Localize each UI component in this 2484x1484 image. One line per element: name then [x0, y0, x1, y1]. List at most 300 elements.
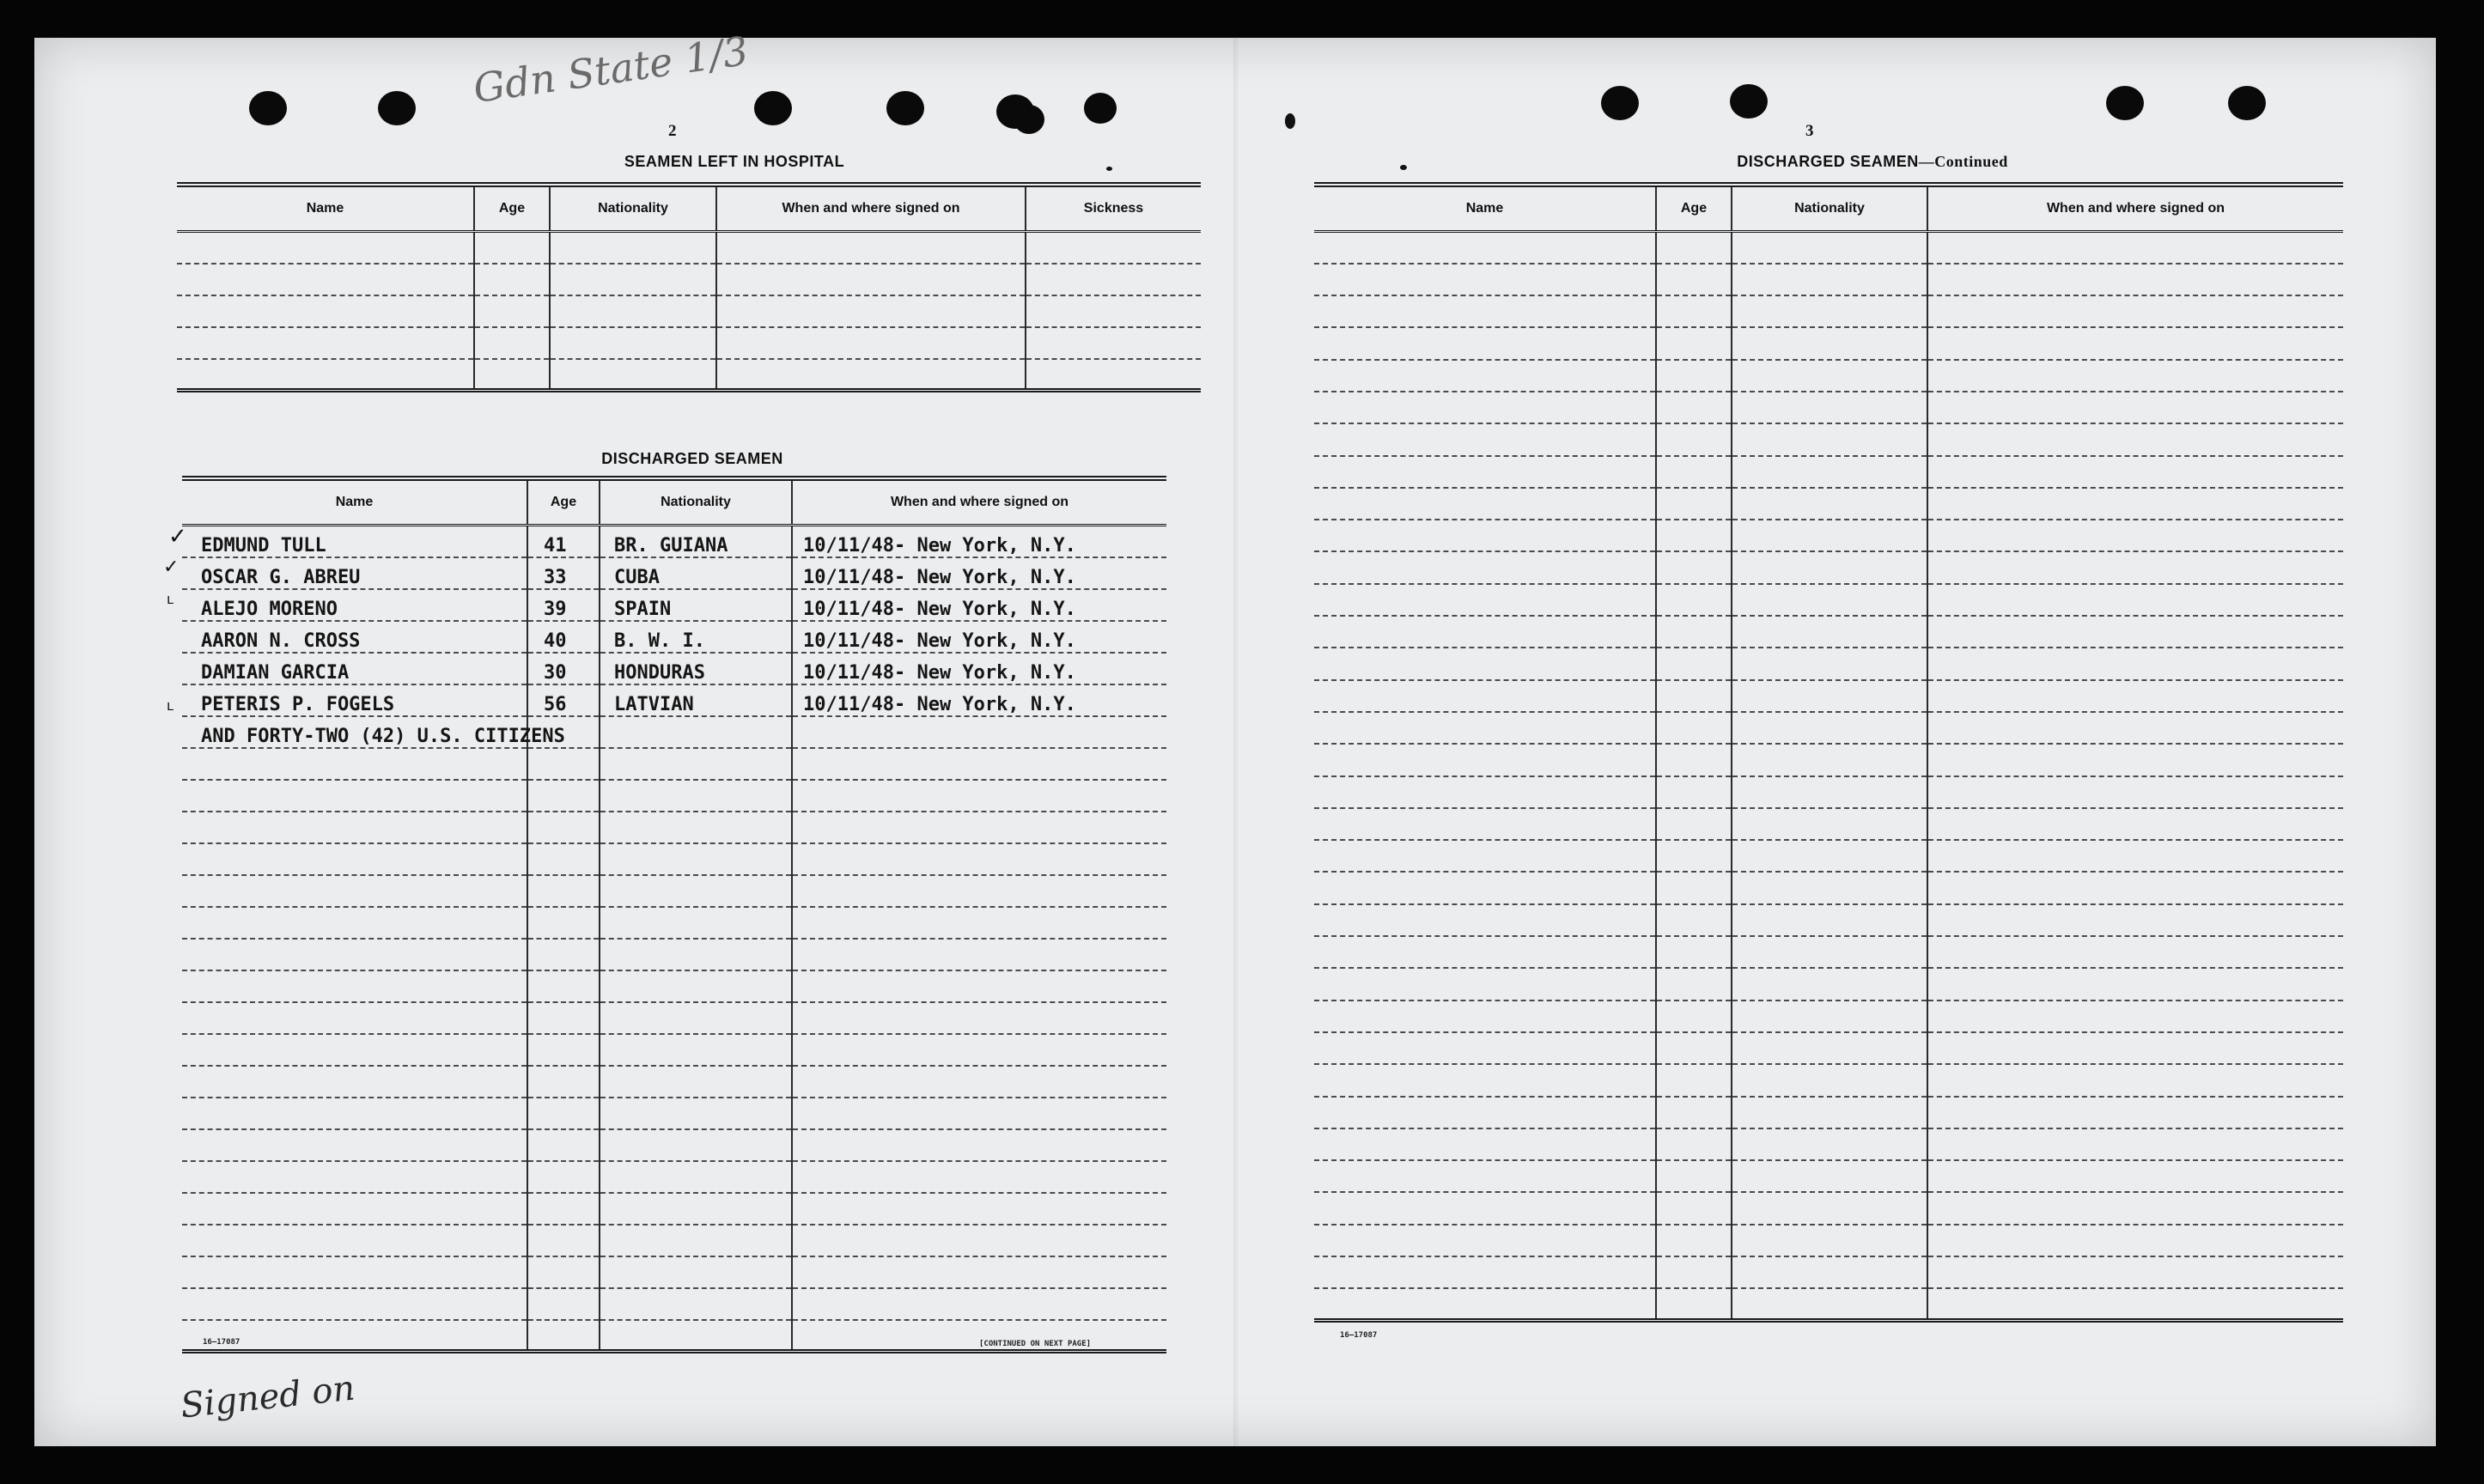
blank-cell: [600, 1098, 792, 1129]
table-row: [1314, 1160, 2343, 1192]
discharged-title-continued: —Continued: [1918, 153, 2008, 170]
blank-cell: [600, 1288, 792, 1320]
form-code-right: 16—17087: [1340, 1331, 1378, 1340]
blank-cell: [527, 780, 600, 812]
check-mark-icon: ʟ: [167, 591, 174, 607]
table-row: [177, 327, 1201, 359]
blank-cell: [1656, 872, 1732, 903]
punch-hole: [2106, 86, 2144, 120]
table-row: [1314, 488, 2343, 520]
seaman-signed-on: 10/11/48- New York, N.Y.: [792, 557, 1166, 589]
blank-cell: [1656, 488, 1732, 520]
blank-cell: [1314, 295, 1656, 327]
blank-cell: [182, 843, 527, 875]
blank-cell: [182, 1256, 527, 1288]
blank-cell: [1732, 1097, 1927, 1128]
seaman-nationality: SPAIN: [600, 589, 792, 621]
blank-cell: [527, 1256, 600, 1288]
blank-cell: [1927, 776, 2343, 808]
hospital-section-title: SEAMEN LEFT IN HOSPITAL: [624, 153, 845, 170]
table-row: [182, 907, 1166, 939]
blank-cell: [1732, 584, 1927, 616]
blank-cell: [182, 748, 527, 780]
blank-cell: [527, 1161, 600, 1193]
seaman-signed-on: 10/11/48- New York, N.Y.: [792, 526, 1166, 557]
blank-cell: [1314, 968, 1656, 1000]
blank-cell: [1314, 1064, 1656, 1096]
table-row: [182, 1288, 1166, 1320]
seaman-signed-on: 10/11/48- New York, N.Y.: [792, 684, 1166, 716]
blank-cell: [1732, 712, 1927, 744]
blank-cell: [1927, 264, 2343, 295]
punch-hole: [754, 91, 792, 125]
blank-cell: [1656, 295, 1732, 327]
blank-cell: [792, 1034, 1166, 1066]
blank-cell: [1732, 648, 1927, 679]
blank-cell: [1656, 1160, 1732, 1192]
check-mark-icon: ✓: [163, 556, 180, 578]
blank-cell: [1656, 744, 1732, 775]
table-row: [182, 1161, 1166, 1193]
blank-cell: [600, 780, 792, 812]
table-row: [1314, 968, 2343, 1000]
punch-hole: [886, 91, 924, 125]
blank-cell: [182, 1288, 527, 1320]
blank-cell: [792, 748, 1166, 780]
table-row: [1314, 744, 2343, 775]
blank-cell: [792, 875, 1166, 907]
blank-cell: [1732, 1032, 1927, 1064]
blank-cell: [1927, 680, 2343, 712]
blank-cell: [1927, 840, 2343, 872]
blank-cell: [1314, 840, 1656, 872]
blank-cell: [600, 748, 792, 780]
blank-cell: [1656, 1097, 1732, 1128]
blank-cell: [1314, 232, 1656, 264]
blank-cell: [527, 1098, 600, 1129]
table-row: [1314, 520, 2343, 551]
blank-cell: [1927, 232, 2343, 264]
table-row: [1314, 1128, 2343, 1160]
blank-cell: [1732, 680, 1927, 712]
table-row: [182, 621, 1166, 653]
blank-cell: [1314, 680, 1656, 712]
blank-cell: [1732, 392, 1927, 423]
blank-cell: [1314, 360, 1656, 392]
blank-cell: [1927, 1128, 2343, 1160]
seaman-name: AARON N. CROSS: [182, 621, 527, 653]
table-row: [1314, 936, 2343, 968]
blank-cell: [1656, 712, 1732, 744]
blank-cell: [1927, 744, 2343, 775]
page-number-left: 2: [668, 122, 677, 140]
table-row: [182, 812, 1166, 843]
handwritten-note-top: Gdn State 1/3: [470, 27, 752, 113]
col-age: Age: [1656, 185, 1732, 232]
seaman-signed-on: [792, 716, 1166, 748]
blank-cell: [1732, 776, 1927, 808]
table-row: [182, 716, 1166, 748]
col-nationality: Nationality: [550, 185, 716, 232]
blank-cell: [182, 1034, 527, 1066]
blank-cell: [600, 1066, 792, 1098]
seaman-name: EDMUND TULL: [182, 526, 527, 557]
blank-cell: [1656, 808, 1732, 840]
table-row: [1314, 551, 2343, 583]
blank-cell: [792, 1288, 1166, 1320]
seaman-signed-on: 10/11/48- New York, N.Y.: [792, 621, 1166, 653]
blank-cell: [1927, 1192, 2343, 1224]
blank-cell: [1314, 936, 1656, 968]
blank-cell: [1314, 264, 1656, 295]
ink-speck: [1400, 165, 1407, 170]
blank-cell: [1732, 1256, 1927, 1288]
table-row: [1314, 1000, 2343, 1032]
blank-cell: [182, 1098, 527, 1129]
table-row: [177, 359, 1201, 391]
blank-cell: [1656, 1000, 1732, 1032]
blank-cell: [1732, 551, 1927, 583]
blank-cell: [792, 780, 1166, 812]
blank-cell: [182, 812, 527, 843]
blank-cell: [1927, 1225, 2343, 1256]
blank-cell: [1656, 616, 1732, 648]
table-row: [182, 1193, 1166, 1225]
table-row: [182, 748, 1166, 780]
blank-cell: [1656, 360, 1732, 392]
blank-cell: [1314, 423, 1656, 455]
seaman-name: AND FORTY-TWO (42) U.S. CITIZENS: [182, 716, 527, 748]
seaman-nationality: B. W. I.: [600, 621, 792, 653]
blank-cell: [600, 1002, 792, 1034]
blank-cell: [527, 1225, 600, 1256]
table-row: [1314, 712, 2343, 744]
blank-cell: [1732, 968, 1927, 1000]
blank-cell: [1732, 1192, 1927, 1224]
table-row: [1314, 872, 2343, 903]
blank-cell: [792, 1098, 1166, 1129]
blank-cell: [1927, 1064, 2343, 1096]
blank-cell: [1656, 232, 1732, 264]
blank-cell: [1656, 1288, 1732, 1320]
col-nationality: Nationality: [600, 478, 792, 526]
blank-cell: [1927, 1288, 2343, 1320]
table-row: [182, 1256, 1166, 1288]
blank-cell: [600, 1256, 792, 1288]
blank-cell: [1656, 584, 1732, 616]
table-row: [177, 295, 1201, 327]
blank-cell: [1314, 712, 1656, 744]
blank-cell: [182, 907, 527, 939]
seaman-name: DAMIAN GARCIA: [182, 653, 527, 684]
seaman-name: OSCAR G. ABREU: [182, 557, 527, 589]
blank-cell: [1732, 264, 1927, 295]
blank-cell: [527, 748, 600, 780]
col-signed-on: When and where signed on: [792, 478, 1166, 526]
continued-note: [CONTINUED ON NEXT PAGE]: [979, 1340, 1092, 1348]
blank-cell: [1314, 744, 1656, 775]
blank-cell: [792, 939, 1166, 970]
blank-cell: [792, 812, 1166, 843]
blank-cell: [1927, 1000, 2343, 1032]
blank-cell: [1656, 520, 1732, 551]
seaman-nationality: LATVIAN: [600, 684, 792, 716]
blank-cell: [792, 1066, 1166, 1098]
blank-cell: [527, 812, 600, 843]
table-row: [1314, 904, 2343, 936]
blank-cell: [600, 1193, 792, 1225]
blank-cell: [792, 970, 1166, 1002]
blank-cell: [1656, 1192, 1732, 1224]
punch-hole: [378, 91, 416, 125]
blank-cell: [1732, 936, 1927, 968]
table-row: [1314, 584, 2343, 616]
col-nationality: Nationality: [1732, 185, 1927, 232]
blank-cell: [1314, 488, 1656, 520]
blank-cell: [1732, 616, 1927, 648]
table-row: [182, 780, 1166, 812]
blank-cell: [600, 812, 792, 843]
blank-cell: [1732, 840, 1927, 872]
blank-cell: [1314, 520, 1656, 551]
table-row: [182, 653, 1166, 684]
blank-cell: [1927, 968, 2343, 1000]
table-row: [1314, 680, 2343, 712]
seaman-nationality: HONDURAS: [600, 653, 792, 684]
blank-cell: [600, 1034, 792, 1066]
blank-cell: [527, 939, 600, 970]
blank-cell: [1927, 392, 2343, 423]
table-row: [182, 557, 1166, 589]
blank-cell: [1656, 327, 1732, 359]
col-age: Age: [527, 478, 600, 526]
blank-cell: [182, 875, 527, 907]
punch-hole: [1601, 86, 1639, 120]
col-signed-on: When and where signed on: [1927, 185, 2343, 232]
blank-cell: [1732, 1288, 1927, 1320]
blank-cell: [1927, 808, 2343, 840]
discharged-title-main: DISCHARGED SEAMEN: [1737, 153, 1919, 170]
discharged-table-left: [182, 476, 1166, 1353]
blank-cell: [1314, 1000, 1656, 1032]
blank-cell: [1656, 680, 1732, 712]
blank-cell: [1656, 776, 1732, 808]
blank-cell: [1927, 936, 2343, 968]
blank-cell: [527, 843, 600, 875]
blank-cell: [182, 1002, 527, 1034]
table-row: [1314, 776, 2343, 808]
blank-cell: [1927, 1032, 2343, 1064]
blank-cell: [1732, 1160, 1927, 1192]
blank-cell: [1314, 327, 1656, 359]
punch-hole: [1730, 84, 1768, 119]
blank-cell: [527, 1066, 600, 1098]
blank-cell: [1927, 872, 2343, 903]
seaman-signed-on: 10/11/48- New York, N.Y.: [792, 589, 1166, 621]
blank-cell: [600, 1320, 792, 1352]
blank-cell: [1314, 648, 1656, 679]
blank-cell: [182, 970, 527, 1002]
blank-cell: [600, 1161, 792, 1193]
seaman-name: PETERIS P. FOGELS: [182, 684, 527, 716]
table-row: [1314, 840, 2343, 872]
blank-cell: [1927, 551, 2343, 583]
page-number-right: 3: [1805, 122, 1814, 140]
table-row: [177, 264, 1201, 295]
table-row: [182, 843, 1166, 875]
punch-hole: [2228, 86, 2266, 120]
blank-cell: [792, 1193, 1166, 1225]
check-mark-icon: ʟ: [167, 697, 174, 714]
blank-cell: [1314, 1192, 1656, 1224]
blank-cell: [527, 907, 600, 939]
seaman-age: 56: [527, 684, 600, 716]
discharged-section-title-right: [1443, 153, 2302, 171]
table-row: [182, 589, 1166, 621]
table-row: [1314, 1256, 2343, 1288]
blank-cell: [527, 1320, 600, 1352]
blank-cell: [1732, 295, 1927, 327]
blank-cell: [1732, 488, 1927, 520]
handwritten-signed-on: Signed on: [179, 1368, 357, 1426]
blank-cell: [1656, 968, 1732, 1000]
blank-cell: [1927, 423, 2343, 455]
table-row: [1314, 1288, 2343, 1320]
blank-cell: [1927, 712, 2343, 744]
blank-cell: [182, 1161, 527, 1193]
blank-cell: [600, 970, 792, 1002]
blank-cell: [792, 843, 1166, 875]
table-row: [1314, 264, 2343, 295]
seaman-age: 40: [527, 621, 600, 653]
seaman-nationality: BR. GUIANA: [600, 526, 792, 557]
table-row: [1314, 1225, 2343, 1256]
blank-cell: [1732, 423, 1927, 455]
blank-cell: [1314, 392, 1656, 423]
seaman-nationality: [600, 716, 792, 748]
seaman-age: 33: [527, 557, 600, 589]
blank-cell: [600, 907, 792, 939]
blank-cell: [1656, 392, 1732, 423]
table-row: [1314, 616, 2343, 648]
blank-cell: [1927, 488, 2343, 520]
table-row: [1314, 1097, 2343, 1128]
ink-speck: [1285, 113, 1295, 129]
blank-cell: [1732, 232, 1927, 264]
blank-cell: [1732, 456, 1927, 488]
blank-cell: [1314, 551, 1656, 583]
blank-cell: [1927, 456, 2343, 488]
table-row: [1314, 456, 2343, 488]
blank-cell: [182, 1129, 527, 1161]
blank-cell: [527, 1002, 600, 1034]
blank-cell: [527, 970, 600, 1002]
blank-cell: [1732, 327, 1927, 359]
blank-cell: [1732, 872, 1927, 903]
blank-cell: [1927, 1256, 2343, 1288]
table-row: [1314, 423, 2343, 455]
seaman-nationality: CUBA: [600, 557, 792, 589]
punch-hole: [1014, 105, 1044, 134]
blank-cell: [527, 1193, 600, 1225]
table-row: [182, 939, 1166, 970]
table-row: [1314, 1064, 2343, 1096]
blank-cell: [1927, 520, 2343, 551]
punch-hole: [1084, 93, 1117, 124]
table-row: [182, 1002, 1166, 1034]
table-row: [1314, 392, 2343, 423]
seaman-age: 30: [527, 653, 600, 684]
blank-cell: [1314, 872, 1656, 903]
blank-cell: [1314, 776, 1656, 808]
blank-cell: [792, 1002, 1166, 1034]
col-signed-on: When and where signed on: [716, 185, 1026, 232]
blank-cell: [1656, 1064, 1732, 1096]
table-row: [1314, 648, 2343, 679]
table-row: [1314, 808, 2343, 840]
blank-cell: [600, 939, 792, 970]
blank-cell: [1927, 616, 2343, 648]
col-name: Name: [177, 185, 474, 232]
blank-cell: [1927, 648, 2343, 679]
punch-hole: [249, 91, 287, 125]
hospital-table: [177, 182, 1201, 392]
blank-cell: [1927, 904, 2343, 936]
blank-cell: [527, 1034, 600, 1066]
blank-cell: [1732, 1128, 1927, 1160]
table-row: [182, 1129, 1166, 1161]
blank-cell: [1656, 1128, 1732, 1160]
table-row: [182, 970, 1166, 1002]
blank-cell: [182, 780, 527, 812]
blank-cell: [1732, 1000, 1927, 1032]
blank-cell: [600, 1129, 792, 1161]
blank-cell: [1732, 904, 1927, 936]
blank-cell: [1656, 456, 1732, 488]
col-age: Age: [474, 185, 550, 232]
table-row: [1314, 1032, 2343, 1064]
blank-cell: [1656, 648, 1732, 679]
blank-cell: [792, 1129, 1166, 1161]
table-row: [1314, 232, 2343, 264]
table-row: [182, 1034, 1166, 1066]
table-row: [182, 1098, 1166, 1129]
table-row: [182, 875, 1166, 907]
blank-cell: [1314, 456, 1656, 488]
blank-cell: [527, 1288, 600, 1320]
blank-cell: [182, 939, 527, 970]
blank-cell: [1314, 1160, 1656, 1192]
col-name: Name: [1314, 185, 1656, 232]
col-sickness: Sickness: [1026, 185, 1201, 232]
table-row: [1314, 327, 2343, 359]
blank-cell: [182, 1066, 527, 1098]
col-name: Name: [182, 478, 527, 526]
blank-cell: [1732, 808, 1927, 840]
blank-cell: [1732, 1064, 1927, 1096]
document-sheet: [34, 27, 2436, 1446]
blank-cell: [1656, 1032, 1732, 1064]
blank-cell: [1314, 584, 1656, 616]
blank-cell: [1314, 1032, 1656, 1064]
blank-cell: [600, 1225, 792, 1256]
blank-cell: [1656, 423, 1732, 455]
blank-cell: [1732, 1225, 1927, 1256]
form-code-left: 16—17087: [203, 1338, 240, 1347]
blank-cell: [182, 1193, 527, 1225]
blank-cell: [1656, 551, 1732, 583]
table-row: [182, 1225, 1166, 1256]
